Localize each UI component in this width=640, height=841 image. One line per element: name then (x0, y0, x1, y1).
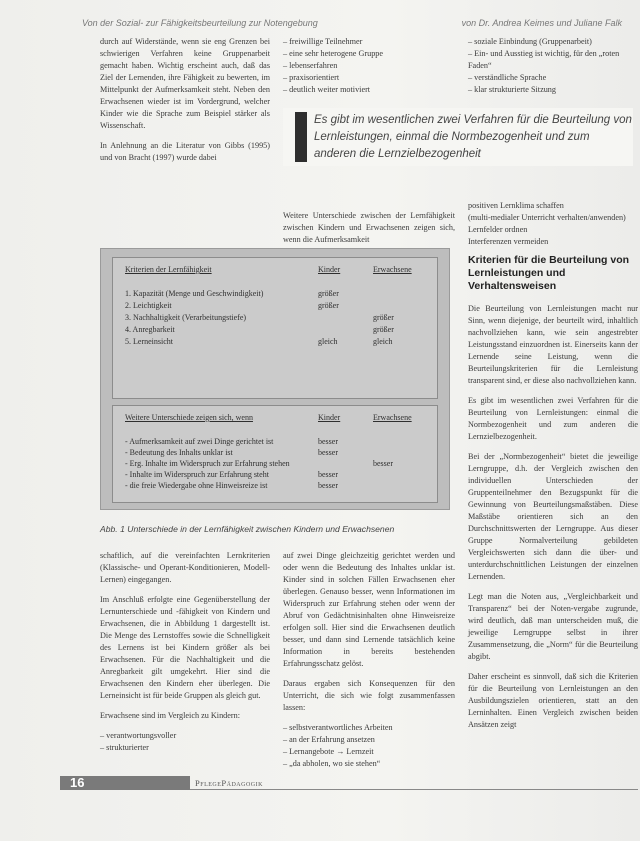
table-row: 3. Nachhaltigkeit (Verarbeitungstiefe) (125, 313, 247, 322)
paragraph: Im Anschluß erfolgte eine Gegenüberstellung der Lernunterschiede und -fähigkeit von Kindern und Erwachsenen, die in Abbildung 1 dargestellt ist. Die Menge des Lernstoffes sowie die Schnelligkeit des Lernens ist bei Kindern größer als bei Erwachsenen. Für die Nachhaltigkeit und die Anregbarkeit gilt umgekehrt. Hier sind die Erwachsenen den Kindern eher überlegen. Die Lerneinsicht ist für beide Gruppen als gleich gut. (100, 595, 270, 700)
table-cell: besser (318, 481, 338, 490)
table-row: 4. Anregbarkeit (125, 325, 175, 334)
figure-1-table (100, 248, 450, 510)
header-kinder: Kinder (318, 413, 341, 422)
paragraph: Daraus ergaben sich Konsequenzen für den Unterricht, die sich wie folgt zusammenfassen lassen: (283, 679, 455, 712)
paragraph: Daher erscheint es sinnvoll, daß sich die Kriterien für die Beurteilung von Lernleistungen an den Ausbildungszielen orientieren, statt an den Lerninhalten. Einen Vergleich zwischen beiden Ansätzen zeigt (468, 672, 638, 729)
list-item: – selbstverantwortliches Arbeiten (283, 723, 393, 732)
header-erwachsene: Erwachsene (373, 413, 412, 422)
table-section-criteria (112, 257, 438, 399)
column-1-top (100, 36, 270, 172)
paragraph: Erwachsene sind im Vergleich zu Kindern: (100, 711, 240, 720)
table-row: 5. Lerneinsicht (125, 337, 173, 346)
list-item: Lernfelder ordnen (468, 225, 528, 234)
table-row: - Erg. Inhalte im Widerspruch zur Erfahrung stehen (125, 459, 290, 468)
learner-traits-list (283, 36, 455, 96)
running-header-left: Von der Sozial- zur Fähigkeitsbeurteilung zur Notengebung (82, 18, 318, 28)
table-cell: größer (318, 289, 339, 298)
paragraph: durch auf Widerstände, wenn sie eng Grenzen bei schwierigen Verfahren keine Gruppenarbeit gemacht haben. Wichtig erscheint auch, daß das Ziel der Lernenden, ihre Fähigkeit zu bewerten, im Mittelpunkt der Aufmerksamkeit steht. Neben den Erwachsenen wieder ist im Vordergrund, welcher Kinder wie die Sprache zum Beispiel stärker als Wissenschaft. (100, 37, 270, 130)
paragraph: Es gibt im wesentlichen zwei Verfahren für die Beurteilung von Lernleistungen: einmal die Normbezogenheit und zum anderen die Lernzielbezogenheit. (468, 396, 638, 441)
consequences-list (468, 200, 638, 248)
table-cell: größer (318, 301, 339, 310)
paragraph: Weitere Unterschiede zwischen der Lernfähigkeit zwischen Kindern und Erwachsenen zeigen sich, wenn die Aufmerksamkeit (283, 211, 455, 244)
list-item: – strukturierter (100, 743, 149, 752)
section-heading: Kriterien für die Beurteilung von Lernleistungen und Verhaltensweisen (468, 254, 630, 292)
table-row: - Bedeutung des Inhalts unklar ist (125, 448, 233, 457)
column-2-top (283, 36, 455, 96)
running-header-right: von Dr. Andrea Keimes und Juliane Falk (461, 18, 622, 28)
pull-quote (283, 108, 633, 166)
table-row: - Aufmerksamkeit auf zwei Dinge gerichtet ist (125, 437, 274, 446)
list-item: – Lernangebote → Lernzeit (283, 747, 374, 756)
header-kinder: Kinder (318, 265, 341, 274)
list-item: – soziale Einbindung (Gruppenarbeit) (468, 37, 592, 46)
list-item: – verständliche Sprache (468, 73, 547, 82)
paragraph: Die Beurteilung von Lernleistungen macht nur Sinn, wenn diejenige, der beurteilt wird, inhaltlich nachvollziehen kann, wie sein angestrebter Leistungsstand einzuordnen ist. Einerseits kann der Lernende seine Leistung, wenn die Beurteilungskriterien für die Lernleistung transparent sind, er diese also nachvollziehen kann. (468, 304, 638, 385)
list-item: – verantwortungsvoller (100, 731, 177, 740)
footer-rule (190, 789, 638, 790)
list-item: – deutlich weiter motiviert (283, 85, 371, 94)
table-cell: besser (318, 448, 338, 457)
list-item: – Ein- und Ausstieg ist wichtig, für den „roten Faden“ (468, 49, 620, 70)
table-row: 2. Leichtigkeit (125, 301, 172, 310)
list-item: – lebenserfahren (283, 61, 338, 70)
table-cell: größer (373, 325, 394, 334)
header-criteria: Kriterien der Lernfähigkeit (125, 265, 212, 274)
column-3-top (468, 36, 638, 96)
paragraph: Legt man die Noten aus, „Vergleichbarkeit und Transparenz“ bei der Noten-vergabe zugrunde, wird deutlich, daß man unterscheiden muß, die jeweilige Lerngruppe selbst in ihrer Zusammensetzung, die „Norm“ für die Beurteilung abgibt. (468, 592, 638, 661)
journal-name: PflegePädagogik (195, 778, 263, 788)
table-row: 1. Kapazität (Menge und Geschwindigkeit) (125, 289, 264, 298)
table-section-differences (112, 405, 438, 503)
table-cell: besser (318, 437, 338, 446)
quote-bar (295, 112, 307, 162)
column-2-bottom (283, 550, 455, 770)
list-item: – praxisorientiert (283, 73, 340, 82)
paragraph: auf zwei Dinge gleichzeitig gerichtet werden und oder wenn die Bedeutung des Inhaltes unklar ist. Kinder sind in solchen Fällen Erwachsenen eher überlegen. Genauso besser, wenn Informationen im Widerspruch zur Erfahrung stehen oder wenn der Abruf von Gedächtnisinhalten ohne Hinweisreize erfolgen soll. Hier sind die Erwachsenen deutlich besser, und dann sind Lernende tatsächlich keine Information in bereits bestehenden Erfahrungsschatz gelöst. (283, 551, 455, 668)
list-item: – „da abholen, wo sie stehen“ (283, 759, 381, 768)
requirements-list (468, 36, 638, 96)
table-cell: besser (318, 470, 338, 479)
list-item: – an der Erfahrung ansetzen (283, 735, 375, 744)
table-row: - die freie Wiedergabe ohne Hinweisreize ist (125, 481, 268, 490)
table-cell: größer (373, 313, 394, 322)
list-item: positiven Lernklima schaffen (468, 201, 564, 210)
paragraph: schaftlich, auf die vereinfachten Lernkriterien (Klassische- und Operant-Konditionieren, Modell-Lernen) eingegangen. (100, 551, 270, 584)
page-number: 16 (70, 775, 85, 790)
table-cell: gleich (373, 337, 393, 346)
table-header-row: Weitere Unterschiede zeigen sich, wenn (125, 413, 253, 422)
list-item: – eine sehr heterogene Gruppe (283, 49, 384, 58)
column-1-bottom (100, 550, 270, 754)
table-cell: besser (373, 459, 393, 468)
list-item: – klar strukturierte Sitzung (468, 85, 556, 94)
paragraph: Bei der „Normbezogenheit“ bietet die jeweilige Lerngruppe, d.h. der Vergleich zwischen den individuellen Unterschieden der Gruppenteilnehmer den Bezugspunkt für die Gewinnung von Beurteilungsmaßstäben. Diese Maßstäbe orientieren sich an den Durchschnittswerten der Lerngruppe. Aus dieser Gruppe Normalverteilung gebildeten Vergleichswerten sich dann die über- und unterdurchschnittlichen Leistungen der einzelnen Lernenden. (468, 452, 638, 581)
header-erwachsene: Erwachsene (373, 265, 412, 274)
pull-quote-text: Es gibt im wesentlichen zwei Verfahren für die Beurteilung von Lernleistungen, einmal die Normbezogenheit und zum anderen die Lernzielbezogenheit (314, 114, 632, 160)
column-3-main (468, 200, 638, 739)
teaching-consequences-list (283, 722, 455, 770)
table-row: - Inhalte im Widerspruch zur Erfahrung steht (125, 470, 269, 479)
list-item: (multi-medialer Unterricht verhalten/anwenden) (468, 213, 626, 222)
adult-traits-list (100, 730, 270, 754)
list-item: – freiwillige Teilnehmer (283, 37, 363, 46)
list-item: Interferenzen vermeiden (468, 237, 549, 246)
table-header-row (125, 264, 212, 275)
table-cell: gleich (318, 337, 338, 346)
paragraph: In Anlehnung an die Literatur von Gibbs (1995) und von Bracht (1997) wurde dabei (100, 141, 270, 162)
figure-caption: Abb. 1 Unterschiede in der Lernfähigkeit zwischen Kindern und Erwachsenen (100, 524, 395, 534)
